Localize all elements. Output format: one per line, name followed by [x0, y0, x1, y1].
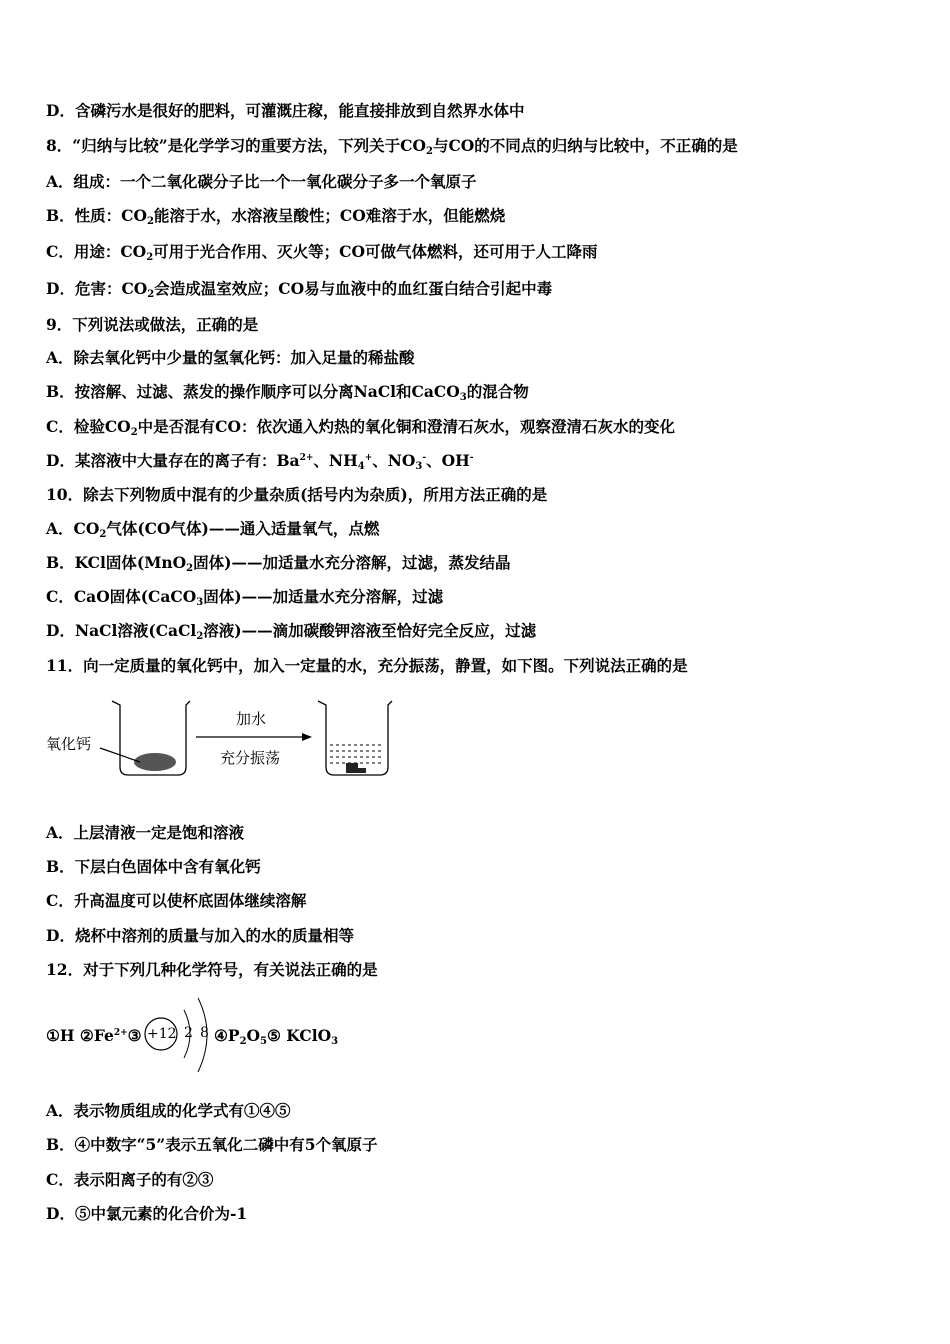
q10-option-d: D．NaCl溶液(CaCl$_2$溶液)——滴加碳酸钾溶液至恰好完全反应，过滤 — [46, 621, 537, 642]
shell-1-electrons: 2 — [184, 1025, 193, 1041]
shake-label: 充分振荡 — [220, 749, 281, 767]
symbols-after: $④P_2O_5⑤$ KClO$_3$ — [214, 1026, 339, 1047]
q11-stem: 11．向一定质量的氧化钙中，加入一定量的水，充分振荡，静置，如下图。下列说法正确的是 — [46, 656, 688, 675]
q9-option-a: A．除去氧化钙中少量的氢氧化钙：加入足量的稀盐酸 — [46, 348, 415, 367]
q8-option-b: B．性质：$CO_2$能溶于水，水溶液呈酸性；CO难溶于水，但能燃烧 — [46, 206, 506, 227]
q12-stem: 12．对于下列几种化学符号，有关说法正确的是 — [46, 960, 378, 979]
beaker-diagram — [40, 695, 410, 785]
q7-option-d: D．含磷污水是很好的肥料，可灌溉庄稼，能直接排放到自然界水体中 — [46, 101, 525, 120]
q10-option-a: A．$CO_2$气体(CO气体)——通入适量氧气，点燃 — [46, 519, 380, 540]
q11-beaker-figure — [40, 695, 410, 785]
q9-option-b: B．按溶解、过滤、蒸发的操作顺序可以分离NaCl和CaCO$_3$的混合物 — [46, 382, 529, 403]
symbols-before: ①H $②Fe^{2+}③$ — [46, 1026, 142, 1045]
q11-option-c: C．升高温度可以使杯底固体继续溶解 — [46, 891, 307, 910]
q10-stem: 10．除去下列物质中混有的少量杂质(括号内为杂质)，所用方法正确的是 — [46, 485, 548, 504]
q9-stem: 9．下列说法或做法，正确的是 — [46, 315, 259, 334]
q11-option-a: A．上层清液一定是饱和溶液 — [46, 823, 245, 842]
q8-option-a: A．组成：一个二氧化碳分子比一个一氧化碳分子多一个氧原子 — [46, 172, 477, 191]
q12-symbols — [46, 992, 366, 1078]
q8-stem: 8．“归纳与比较”是化学学习的重要方法，下列关于$CO_2$与CO的不同点的归纳与比较中，不正确的是 — [46, 136, 738, 157]
q12-option-a: A．表示物质组成的化学式有①④⑤ — [46, 1101, 291, 1120]
q8-option-c: C．用途：$CO_2$可用于光合作用、灭火等；CO可做气体燃料，还可用于人工降雨 — [46, 242, 598, 263]
shell-2-electrons: 8 — [200, 1025, 209, 1041]
q10-option-c: C．CaO固体(CaCO$_3$固体)——加适量水充分溶解，过滤 — [46, 587, 444, 608]
q10-option-b: B．KCl固体(MnO$_2$固体)——加适量水充分溶解，过滤，蒸发结晶 — [46, 553, 511, 574]
add-water-label: 加水 — [236, 710, 267, 728]
cao-label: 氧化钙 — [46, 735, 92, 753]
q12-option-b: B．④中数字“5”表示五氧化二磷中有5个氧原子 — [46, 1135, 378, 1154]
q11-option-d: D．烧杯中溶剂的质量与加入的水的质量相等 — [46, 926, 354, 945]
q8-option-d: D．危害：$CO_2$会造成温室效应；CO易与血液中的血红蛋白结合引起中毒 — [46, 279, 553, 300]
q9-option-d: D．某溶液中大量存在的离子有：$Ba^{2+}$、$NH_4^+$、$NO_3^-$、OH- — [46, 451, 474, 472]
nucleus-charge: +12 — [147, 1026, 177, 1042]
q11-option-b: B．下层白色固体中含有氧化钙 — [46, 857, 261, 876]
q12-option-d: D．⑤中氯元素的化合价为-1 — [46, 1204, 248, 1223]
q12-option-c: C．表示阳离子的有②③ — [46, 1170, 214, 1189]
q9-option-c: C．检验$CO_2$中是否混有CO：依次通入灼热的氧化铜和澄清石灰水，观察澄清石灰水的变化 — [46, 417, 675, 438]
